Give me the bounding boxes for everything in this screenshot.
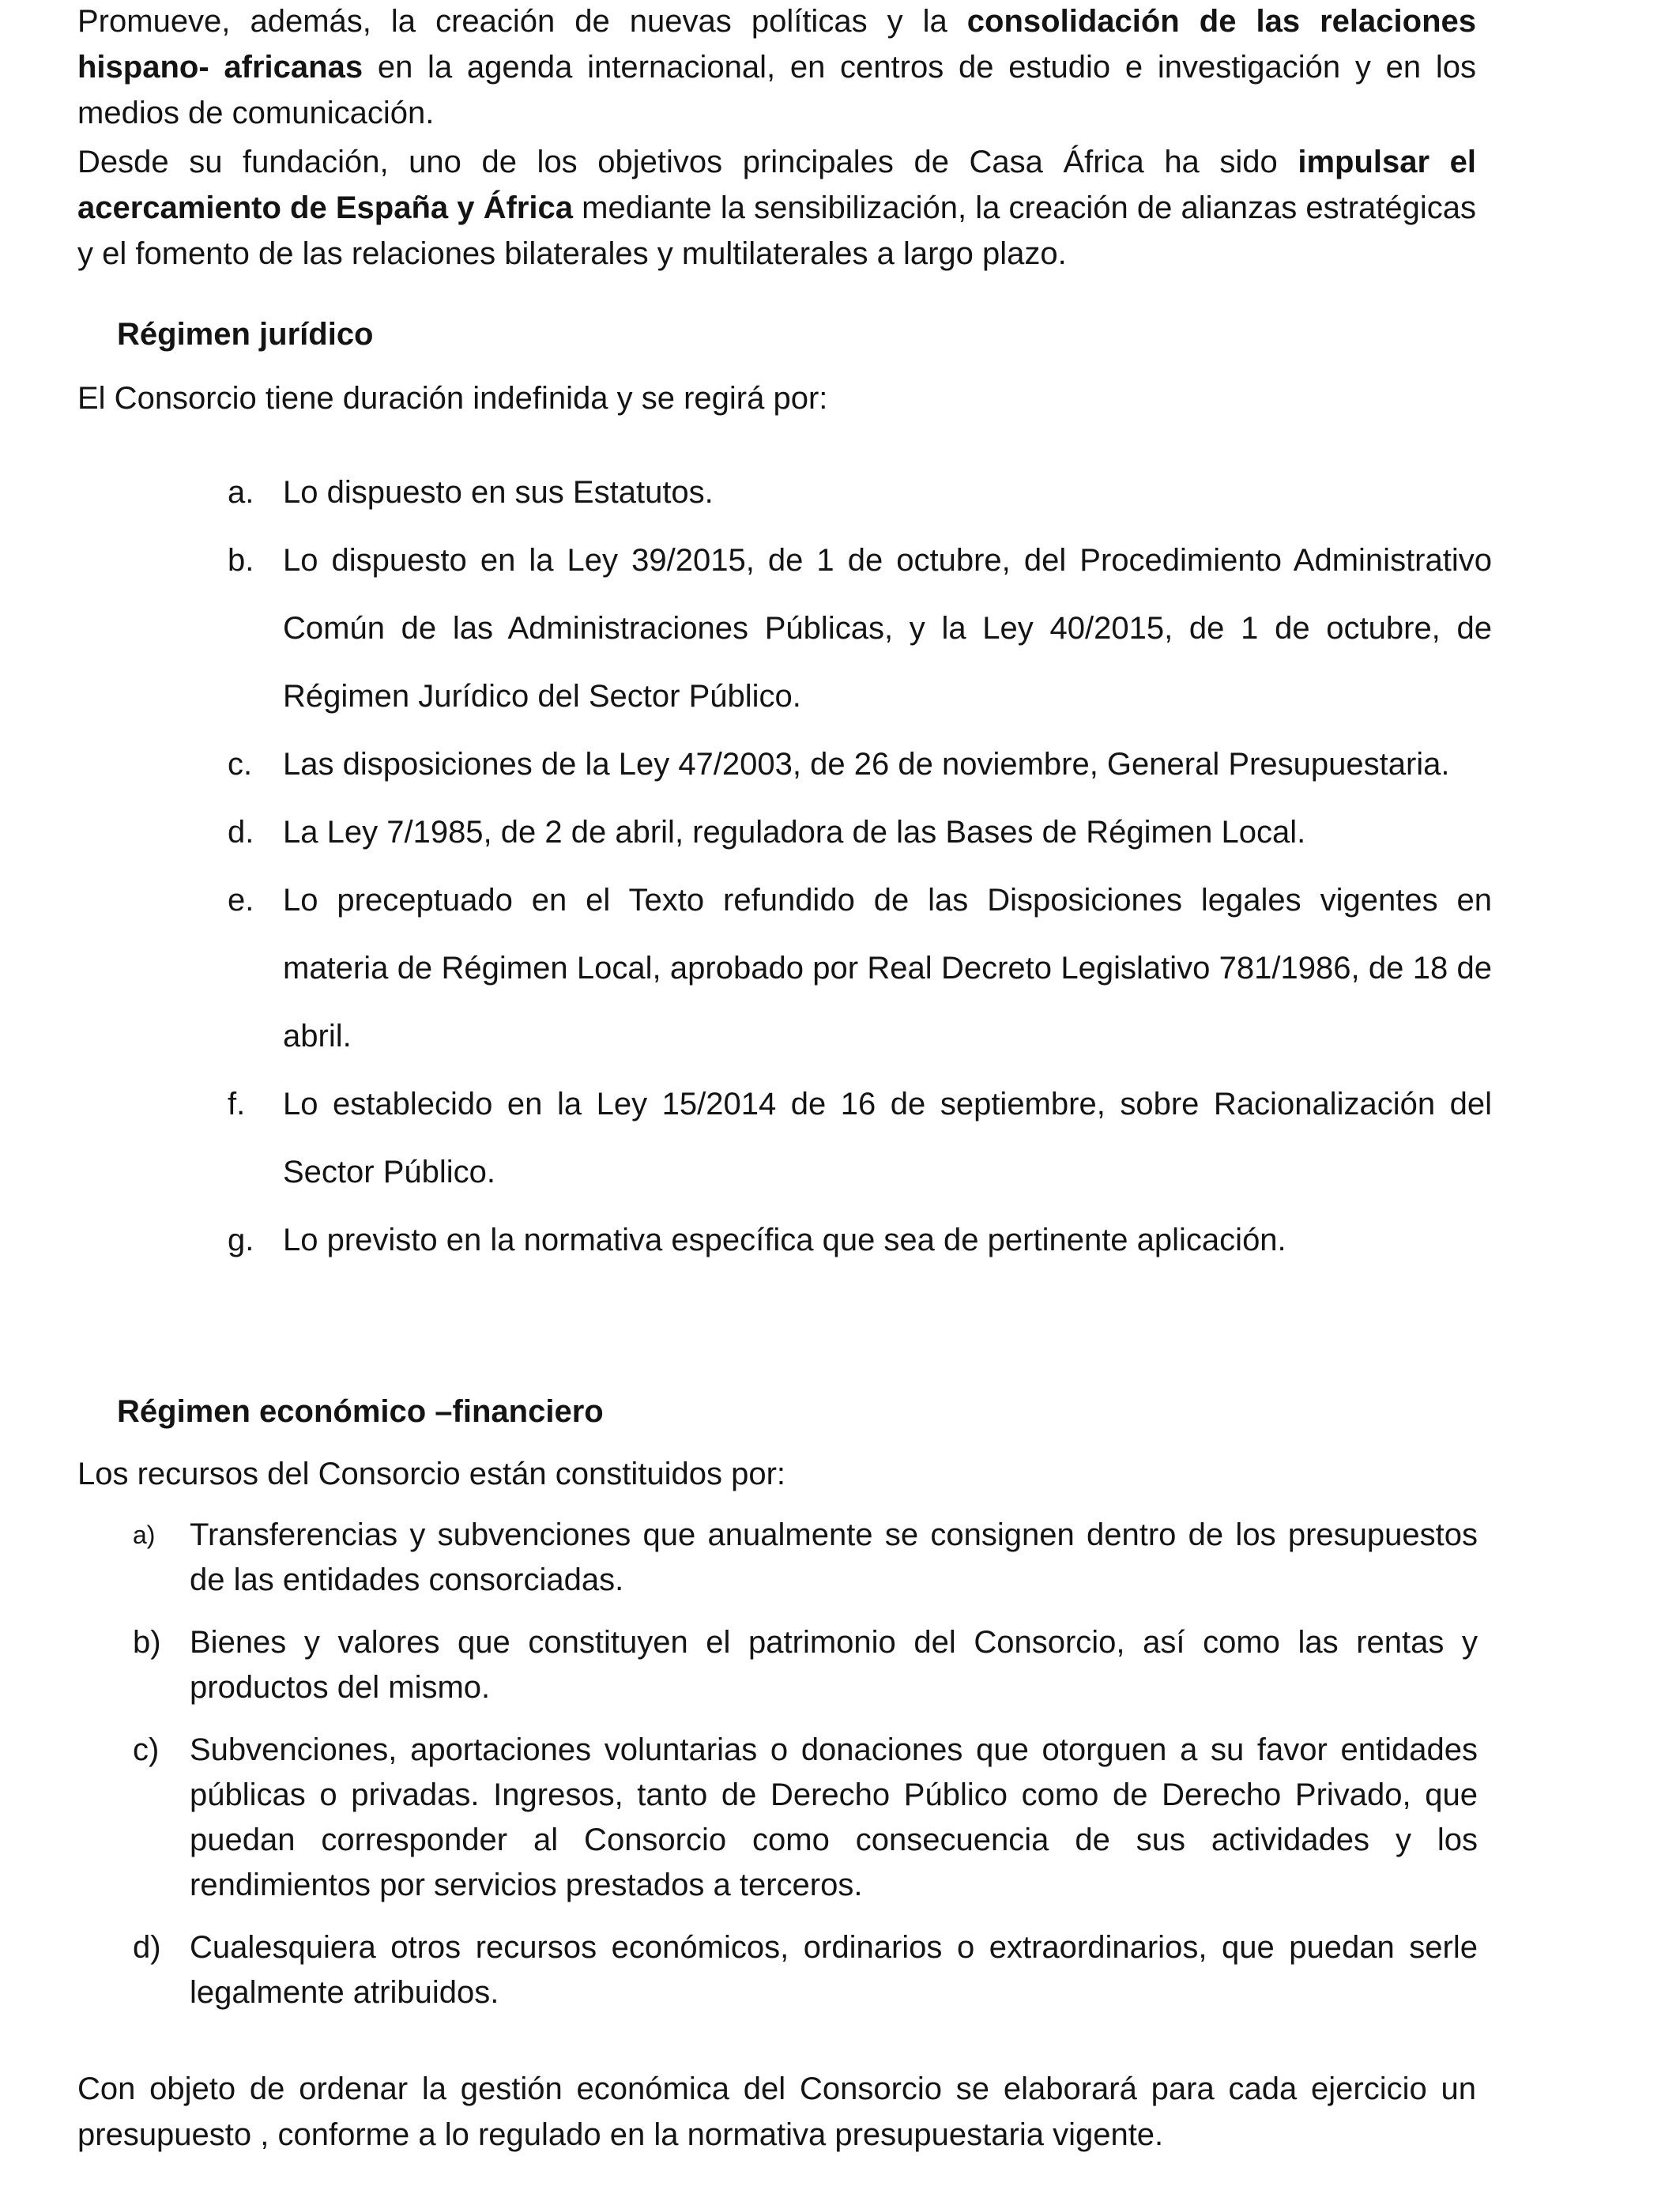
list-item-text: Transferencias y subvenciones que anualmente se consignen dentro de los presupuestos de las entidades consorciadas. [190, 1517, 1478, 1597]
list-marker: b) [133, 1625, 161, 1660]
list-marker: c) [133, 1732, 160, 1767]
list-marker: a. [228, 475, 254, 510]
list-marker: b. [228, 543, 254, 578]
list-regimen-juridico [220, 458, 1492, 1274]
list-marker: d. [228, 815, 254, 850]
list-item-text: Lo preceptuado en el Texto refundido de las Disposiciones legales vigentes en materia de Régimen Local, aprobado por Real Decreto Legislativo 781/1986, de 18 de abril. [283, 883, 1492, 1054]
list-item-text: Lo dispuesto en sus Estatutos. [283, 475, 714, 510]
list-item [126, 1620, 1478, 1710]
list-item-text: Lo previsto en la normativa específica que sea de pertinente aplicación. [283, 1223, 1286, 1257]
list-item [220, 730, 1492, 798]
list-item [126, 1728, 1478, 1908]
list-regimen-economico [126, 1513, 1478, 2033]
list-item-text: Lo dispuesto en la Ley 39/2015, de 1 de octubre, del Procedimiento Administrativo Común de las Administraciones Públicas, y la Ley 40/2015, de 1 de octubre, de Régimen Jurídico del Sector Público. [283, 543, 1492, 714]
list-marker: c. [228, 747, 253, 782]
lead-regimen-economico: Los recursos del Consorcio están constituidos por: [77, 1457, 786, 1491]
list-item [220, 1206, 1492, 1274]
text-run: en la agenda internacional, en centros de estudio e investigación y en los medios de comunicación. [77, 50, 1477, 130]
lead-regimen-juridico: El Consorcio tiene duración indefinida y se regirá por: [77, 381, 828, 416]
bold-run: consolidación de las relaciones hispano- africanas [77, 4, 1476, 85]
list-item-text: Cualesquiera otros recursos económicos, ordinarios o extraordinarios, que puedan serle legalmente atribuidos. [190, 1930, 1478, 2010]
intro-paragraph-2 [77, 139, 1476, 277]
list-item [220, 458, 1492, 526]
list-item [126, 1513, 1478, 1603]
list-item-text: La Ley 7/1985, de 2 de abril, reguladora de las Bases de Régimen Local. [283, 815, 1306, 850]
heading-regimen-economico: Régimen económico –financiero [117, 1394, 604, 1429]
intro-paragraph-1 [77, 0, 1476, 136]
text-run: mediante la sensibilización, la creación de alianzas estratégicas y el fomento de las relaciones bilaterales y multilaterales a largo plazo. [77, 190, 1476, 271]
list-item-text: Las disposiciones de la Ley 47/2003, de 26 de noviembre, General Presupuestaria. [283, 747, 1450, 782]
list-item [220, 526, 1492, 730]
list-item [220, 1070, 1492, 1206]
list-item [220, 866, 1492, 1070]
list-marker: g. [228, 1223, 254, 1257]
text-run: Promueve, además, la creación de nuevas políticas y la [77, 4, 967, 39]
text-run: Desde su fundación, uno de los objetivos principales de Casa África ha sido [77, 145, 1298, 179]
closing-paragraph: Con objeto de ordenar la gestión económica del Consorcio se elaborará para cada ejercicio un presupuesto , conforme a lo regulado en la normativa presupuestaria vigente. [77, 2071, 1476, 2152]
bold-run: impulsar el acercamiento de España y África [77, 145, 1476, 225]
list-marker: d) [133, 1930, 161, 1965]
list-marker: e. [228, 883, 254, 918]
list-marker: a) [133, 1521, 156, 1549]
list-item-text: Bienes y valores que constituyen el patrimonio del Consorcio, así como las rentas y productos del mismo. [190, 1625, 1478, 1705]
list-item [220, 798, 1492, 866]
heading-regimen-juridico: Régimen jurídico [117, 317, 374, 352]
list-item-text: Lo establecido en la Ley 15/2014 de 16 de septiembre, sobre Racionalización del Sector Público. [283, 1087, 1492, 1189]
list-item [126, 1925, 1478, 2015]
list-item-text: Subvenciones, aportaciones voluntarias o donaciones que otorguen a su favor entidades públicas o privadas. Ingresos, tanto de Derecho Público como de Derecho Privado, que puedan corresponder al Consorcio como consecuencia de sus actividades y los rendimientos por servicios prestados a terceros. [190, 1732, 1478, 1902]
list-marker: f. [228, 1087, 246, 1122]
